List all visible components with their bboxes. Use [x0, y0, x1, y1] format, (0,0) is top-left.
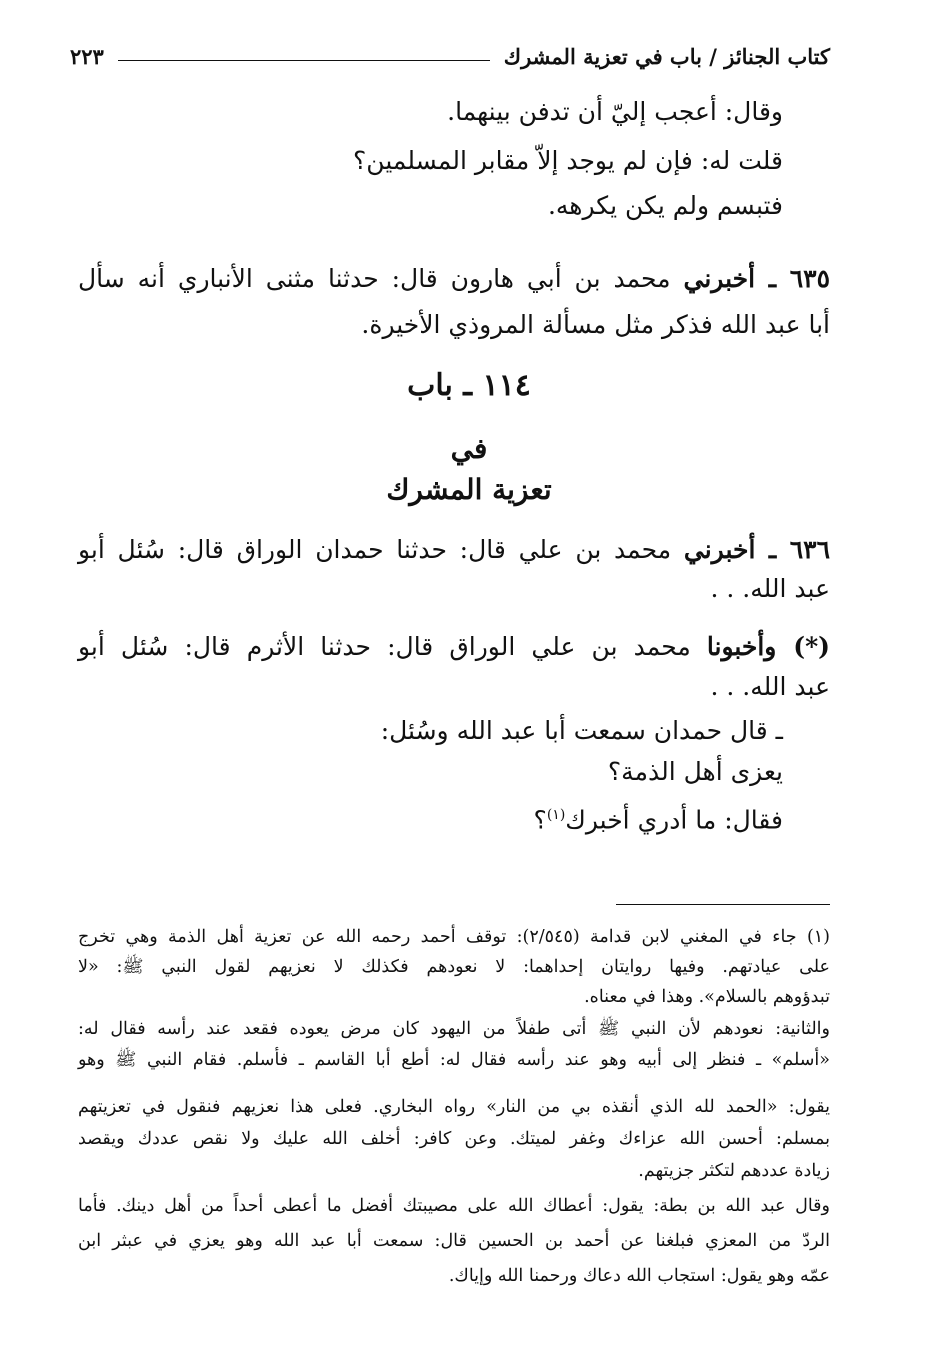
hadith-635-line-2: أبا عبد الله فذكر مثل مسألة المروذي الأخيرة.	[361, 310, 830, 339]
chapter-heading: ١١٤ ـ باب	[407, 368, 531, 403]
hadith-636-line-2: عبد الله. . .	[710, 574, 830, 603]
footnote-line: زيادة عددهم لتكثر جزيتهم.	[638, 1161, 830, 1181]
chapter-subtitle: في	[450, 432, 488, 465]
footnote-line: «أسلم» ـ فنظر إلى أبيه وهو عند رأسه فقال له: أطع أبا القاسم ـ فأسلم. فقام النبي ﷺ وهو	[78, 1050, 830, 1070]
footnote-rule	[616, 904, 830, 905]
header-rule	[118, 60, 490, 61]
question-text: فقال: ما أدري أخبرك	[565, 805, 783, 835]
starred-lead: (*) وأخبونا	[706, 632, 830, 661]
footnote-line: والثانية: نعودهم لأن النبي ﷺ أتى طفلاً من اليهود كان مرض يعوده فقعد عند رأسه فقال له:	[78, 1019, 830, 1039]
starred-text: محمد بن علي الوراق قال: حدثنا الأثرم قال: سُئل أبو	[78, 632, 691, 661]
hadith-text: محمد بن علي قال: حدثنا حمدان الوراق قال: سُئل أبو	[78, 535, 672, 564]
footnote-line: (١) جاء في المغني لابن قدامة (٢/٥٤٥): توقف أحمد رحمه الله عن تعزية أهل الذمة وهي تخرج	[78, 927, 830, 947]
hadith-number: ٦٣٦ ـ أخبرني	[683, 535, 831, 564]
body-line: وقال: أعجب إليّ أن تدفن بينهما.	[447, 97, 783, 126]
question-line	[534, 798, 783, 837]
header-title: كتاب الجنائز / باب في تعزية المشرك	[503, 43, 830, 69]
footnote-line: يقول: «الحمد لله الذي أنقذه بي من النار» رواه البخاري. فعلى هذا نعزيهم فنقول في تعزيتهم	[78, 1097, 830, 1117]
hadith-number: ٦٣٥ ـ أخبرني	[683, 264, 831, 293]
footnote-line: على عيادتهم. وفيها روايتان إحداهما: لا نعودهم فكذلك لا نعزيهم لقول النبي ﷺ: «لا	[78, 957, 830, 977]
footnote-line: عمّه وهو يقول: استجاب الله دعاك ورحمنا الله وإياك.	[448, 1266, 830, 1286]
footnote-line: وقال عبد الله بن بطة: يقول: أعطاك الله على مصيبتك أفضل ما أعطى أحداً من أهل دينك. فأما	[78, 1196, 830, 1216]
body-line: قلت له: فإن لم يوجد إلاّ مقابر المسلمين؟	[353, 146, 783, 175]
question-line: يعزى أهل الذمة؟	[607, 757, 783, 786]
hadith-text: محمد بن أبي هارون قال: حدثنا مثنى الأنباري أنه سأل	[78, 264, 671, 293]
footnote-marker: (١)	[546, 807, 566, 823]
footnote-line: الردّ من المعزي فبلغنا عن أحمد بن الحسين قال: سمعت أبا عبد الله وهو يعزي في عبثر ابن	[78, 1231, 830, 1251]
running-header	[70, 40, 830, 72]
chapter-subtitle: تعزية المشرك	[386, 473, 552, 506]
starred-line-2: عبد الله. . .	[710, 672, 830, 701]
hadith-635-line-1	[78, 262, 830, 296]
question-mark: ؟	[533, 805, 547, 835]
hadith-636-line-1	[78, 533, 830, 567]
body-line: فتبسم ولم يكن يكرهه.	[547, 191, 783, 220]
question-line: ـ قال حمدان سمعت أبا عبد الله وسُئل:	[380, 716, 783, 745]
page-number: ٢٢٣	[70, 43, 104, 69]
footnote-line: بمسلم: أحسن الله عزاءك وغفر لميتك. وعن كافر: أخلف الله عليك ولا نقص عددك ويقصد	[78, 1129, 830, 1149]
footnote-line: تبدؤوهم بالسلام». وهذا في معناه.	[584, 987, 830, 1007]
starred-line-1	[78, 630, 830, 664]
